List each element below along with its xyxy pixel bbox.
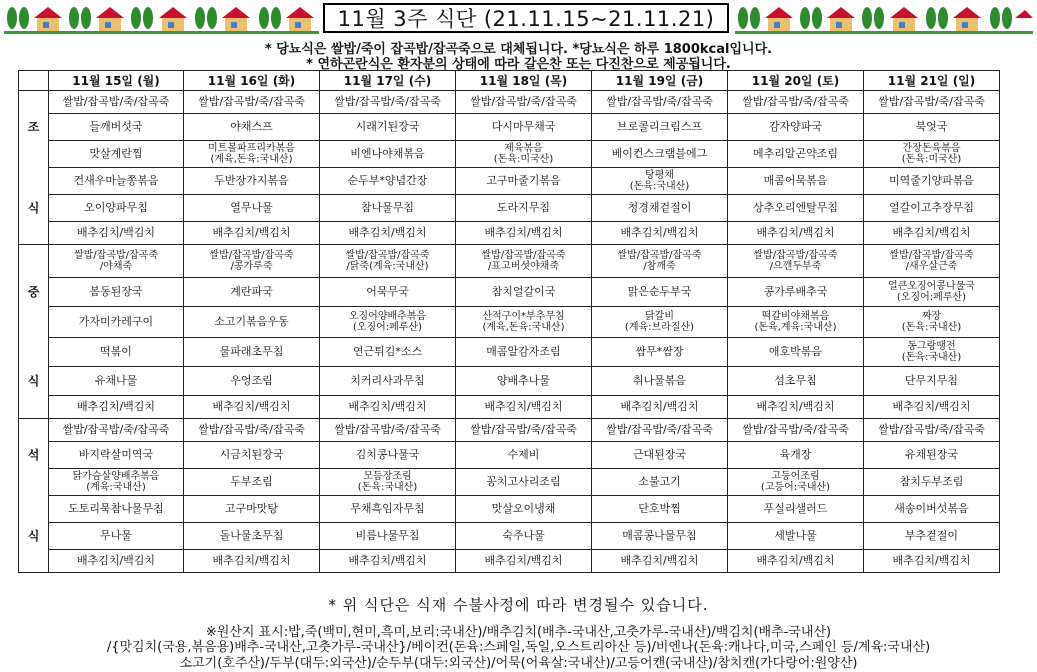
meal-row [19, 442, 1000, 469]
meal-row [19, 278, 1000, 307]
menu-cell: 쌀밥/잡곡밥/잡곡죽 /새우살근죽 [864, 245, 1000, 278]
meal-row [19, 396, 1000, 419]
menu-cell: 고구마줄기볶음 [456, 168, 592, 195]
menu-cell: 상추오리엔탈무침 [728, 195, 864, 222]
menu-cell: 감자양파국 [728, 114, 864, 141]
page-title: 11월 3주 식단 (21.11.15~21.11.21) [323, 3, 729, 33]
menu-cell: 어묵무국 [320, 278, 456, 307]
menu-cell: 배추김치/백김치 [320, 550, 456, 573]
menu-cell: 쌀밥/잡곡밥/죽/잡곡죽 [49, 91, 184, 114]
meal-row [19, 419, 1000, 442]
meal-row [19, 338, 1000, 367]
menu-cell: 쌀밥/잡곡밥/죽/잡곡죽 [592, 419, 728, 442]
menu-cell: 소고기볶음우동 [184, 307, 320, 338]
day-header: 11월 17일 (수) [320, 71, 456, 91]
menu-cell: 쌀밥/잡곡밥/죽/잡곡죽 [592, 91, 728, 114]
menu-cell: 배추김치/백김치 [864, 396, 1000, 419]
menu-cell: 배추김치/백김치 [49, 222, 184, 245]
menu-cell: 숙주나물 [456, 523, 592, 550]
meal-label-spacer [19, 469, 49, 496]
menu-cell: 무채흑임자무침 [320, 496, 456, 523]
menu-cell: 배추김치/백김치 [864, 222, 1000, 245]
menu-cell: 유채된장국 [864, 442, 1000, 469]
menu-cell: 봄동된장국 [49, 278, 184, 307]
menu-cell: 단호박찜 [592, 496, 728, 523]
menu-cell: 떡볶이 [49, 338, 184, 367]
menu-cell: 배추김치/백김치 [592, 396, 728, 419]
dysphagia-note: * 연하곤란식은 환자분의 상태에 따라 갈은찬 또는 다진찬으로 제공됩니다. [306, 57, 731, 72]
menu-cell: 도라지무침 [456, 195, 592, 222]
menu-cell: 배추김치/백김치 [184, 222, 320, 245]
menu-cell: 모듬장조림 (돈육:국내산) [320, 469, 456, 496]
meal-label: 조 [19, 114, 49, 141]
meal-label-spacer [19, 168, 49, 195]
menu-cell: 고구마맛탕 [184, 496, 320, 523]
meal-row [19, 195, 1000, 222]
change-notice: * 위 식단은 식재 수불사정에 따라 변경될수 있습니다. [328, 596, 709, 614]
menu-cell: 수제비 [456, 442, 592, 469]
menu-cell: 쌀밥/잡곡밥/잡곡죽 /으깬두부죽 [728, 245, 864, 278]
meal-label: 식 [19, 367, 49, 396]
menu-cell: 건새우마늘쫑볶음 [49, 168, 184, 195]
menu-cell: 쌀밥/잡곡밥/죽/잡곡죽 [320, 91, 456, 114]
meal-row [19, 523, 1000, 550]
menu-cell: 시금치된장국 [184, 442, 320, 469]
origin-line: 소고기(호주산)/두부(대두:외국산)/순두부(대두:외국산)/어묵(어육살:국내산)/고등어캔(국내산)/참치캔(가다랑어:원양산) [179, 656, 858, 671]
menu-cell: 애호박볶음 [728, 338, 864, 367]
menu-cell: 근대된장국 [592, 442, 728, 469]
menu-cell: 참치얼갈이국 [456, 278, 592, 307]
menu-cell: 순두부*양념간장 [320, 168, 456, 195]
menu-cell: 닭갈비 (계육:브라질산) [592, 307, 728, 338]
meal-label-spacer [19, 550, 49, 573]
village-decoration-right [735, 4, 1033, 34]
menu-cell: 닭가슴살양배추볶음 (계육:국내산) [49, 469, 184, 496]
menu-cell: 비엔나야채볶음 [320, 141, 456, 168]
menu-cell: 새송이버섯볶음 [864, 496, 1000, 523]
menu-cell: 시래기된장국 [320, 114, 456, 141]
menu-cell: 배추김치/백김치 [592, 550, 728, 573]
menu-cell: 물파래초무침 [184, 338, 320, 367]
menu-cell: 쌀밥/잡곡밥/잡곡죽 /참깨죽 [592, 245, 728, 278]
meal-row [19, 496, 1000, 523]
corner-cell [19, 71, 49, 91]
menu-cell: 산적구이*부추무침 (계육,돈육:국내산) [456, 307, 592, 338]
menu-cell: 쌀밥/잡곡밥/잡곡죽 /표고버섯야채죽 [456, 245, 592, 278]
meal-row [19, 245, 1000, 278]
menu-cell: 메추리알곤약조림 [728, 141, 864, 168]
menu-cell: 쌀밥/잡곡밥/죽/잡곡죽 [728, 91, 864, 114]
menu-cell: 다시마무채국 [456, 114, 592, 141]
menu-cell: 쌈무*쌈장 [592, 338, 728, 367]
menu-cell: 연근튀김*소스 [320, 338, 456, 367]
menu-cell: 취나물볶음 [592, 367, 728, 396]
meal-row [19, 222, 1000, 245]
meal-row [19, 141, 1000, 168]
menu-cell: 김치콩나물국 [320, 442, 456, 469]
day-header: 11월 15일 (월) [49, 71, 184, 91]
diabetic-note: * 당뇨식은 쌀밥/죽이 잡곡밥/잡곡죽으로 대체됩니다. *당뇨식은 하루 1800kcal입니다. [264, 42, 773, 57]
menu-cell: 쌀밥/잡곡밥/잡곡죽 /야채죽 [49, 245, 184, 278]
menu-cell: 배추김치/백김치 [184, 396, 320, 419]
origin-line: /{맛김치(국용,볶음용)배추-국내산,고춧가루-국내산}/베이컨(돈육:스페일,독일,오스트리아산 등)/비엔나(돈육:캐나다,미국,스페인 등/계육:국내산) [106, 640, 931, 655]
menu-cell: 배추김치/백김치 [320, 396, 456, 419]
meal-label: 식 [19, 523, 49, 550]
menu-cell: 맑은순두부국 [592, 278, 728, 307]
menu-cell: 브로콜리크림스프 [592, 114, 728, 141]
menu-cell: 배추김치/백김치 [456, 222, 592, 245]
meal-label-spacer [19, 307, 49, 338]
menu-cell: 얼갈이고추장무침 [864, 195, 1000, 222]
menu-cell: 오징어양배추볶음 (오징어:페루산) [320, 307, 456, 338]
menu-cell: 소불고기 [592, 469, 728, 496]
menu-cell: 배추김치/백김치 [728, 396, 864, 419]
menu-cell: 쌀밥/잡곡밥/죽/잡곡죽 [728, 419, 864, 442]
houses-trees-icon [4, 4, 319, 34]
menu-cell: 비름나물무침 [320, 523, 456, 550]
menu-cell: 치커리사과무침 [320, 367, 456, 396]
menu-cell: 바지락살미역국 [49, 442, 184, 469]
menu-cell: 부추겉절이 [864, 523, 1000, 550]
menu-cell: 쌀밥/잡곡밥/죽/잡곡죽 [864, 91, 1000, 114]
village-decoration-left [4, 4, 319, 34]
meal-row [19, 168, 1000, 195]
menu-cell: 오이양파무침 [49, 195, 184, 222]
menu-cell: 배추김치/백김치 [456, 396, 592, 419]
menu-cell: 콩가루배추국 [728, 278, 864, 307]
menu-cell: 열무나물 [184, 195, 320, 222]
meal-label-spacer [19, 419, 49, 442]
menu-cell: 푸실리샐러드 [728, 496, 864, 523]
meal-row [19, 307, 1000, 338]
meal-label-spacer [19, 222, 49, 245]
menu-cell: 쌀밥/잡곡밥/죽/잡곡죽 [49, 419, 184, 442]
menu-cell: 맛살계란찜 [49, 141, 184, 168]
menu-cell: 짜장 (돈육:국내산) [864, 307, 1000, 338]
menu-cell: 배추김치/백김치 [49, 396, 184, 419]
meal-row [19, 91, 1000, 114]
menu-cell: 가자미카레구이 [49, 307, 184, 338]
menu-cell: 참치두부조림 [864, 469, 1000, 496]
menu-cell: 들깨버섯국 [49, 114, 184, 141]
menu-cell: 동그랑땡전 (돈육:국내산) [864, 338, 1000, 367]
day-header: 11월 21일 (일) [864, 71, 1000, 91]
meal-row [19, 550, 1000, 573]
day-header-row [19, 71, 1000, 91]
menu-cell: 두반장가지볶음 [184, 168, 320, 195]
menu-cell: 간장돈육볶음 (돈육:미국산) [864, 141, 1000, 168]
menu-cell: 쌀밥/잡곡밥/잡곡죽 /콩가루죽 [184, 245, 320, 278]
meal-row [19, 114, 1000, 141]
menu-cell: 얼큰오징어콩나물국 (오징어:페루산) [864, 278, 1000, 307]
menu-cell: 떡갈비야채볶음 (돈육,계육:국내산) [728, 307, 864, 338]
meal-label-spacer [19, 245, 49, 278]
menu-cell: 우엉조림 [184, 367, 320, 396]
menu-cell: 쌀밥/잡곡밥/죽/잡곡죽 [864, 419, 1000, 442]
meal-label-spacer [19, 338, 49, 367]
meal-label: 석 [19, 442, 49, 469]
menu-cell: 청경채겉절이 [592, 195, 728, 222]
menu-cell: 미트볼파프리카볶음 (계육,돈육:국내산) [184, 141, 320, 168]
menu-cell: 배추김치/백김치 [320, 222, 456, 245]
menu-cell: 돌나물초무침 [184, 523, 320, 550]
menu-cell: 배추김치/백김치 [592, 222, 728, 245]
menu-cell: 배추김치/백김치 [728, 550, 864, 573]
menu-cell: 배추김치/백김치 [184, 550, 320, 573]
menu-cell: 쌀밥/잡곡밥/죽/잡곡죽 [456, 419, 592, 442]
menu-cell: 섬초무침 [728, 367, 864, 396]
menu-cell: 매콤어묵볶음 [728, 168, 864, 195]
menu-cell: 배추김치/백김치 [456, 550, 592, 573]
menu-cell: 배추김치/백김치 [728, 222, 864, 245]
menu-cell: 쌀밥/잡곡밥/죽/잡곡죽 [320, 419, 456, 442]
day-header: 11월 20일 (토) [728, 71, 864, 91]
houses-trees-icon [735, 4, 1033, 34]
weekly-menu-table [18, 70, 1000, 573]
meal-label-spacer [19, 496, 49, 523]
menu-cell: 베이컨스크램블에그 [592, 141, 728, 168]
menu-cell: 세발나물 [728, 523, 864, 550]
meal-label-spacer [19, 141, 49, 168]
origin-line: ※원산지 표시:밥,죽(백미,현미,흑미,보리:국내산)/배추김치(배추-국내산,고춧가루-국내산)/백김치(배추-국내산) [205, 625, 832, 640]
meal-label: 중 [19, 278, 49, 307]
menu-cell: 유채나물 [49, 367, 184, 396]
day-header: 11월 16일 (화) [184, 71, 320, 91]
day-header: 11월 19일 (금) [592, 71, 728, 91]
menu-cell: 육개장 [728, 442, 864, 469]
menu-cell: 맛살오이냉채 [456, 496, 592, 523]
meal-label-spacer [19, 396, 49, 419]
menu-cell: 매콤알감자조림 [456, 338, 592, 367]
menu-cell: 쌀밥/잡곡밥/잡곡죽 /닭죽(계육:국내산) [320, 245, 456, 278]
menu-cell: 쌀밥/잡곡밥/죽/잡곡죽 [184, 419, 320, 442]
menu-cell: 참나물무침 [320, 195, 456, 222]
menu-cell: 탕평채 (돈육:국내산) [592, 168, 728, 195]
menu-cell: 도토리묵참나물무침 [49, 496, 184, 523]
menu-cell: 두부조림 [184, 469, 320, 496]
meal-label: 식 [19, 195, 49, 222]
menu-cell: 고등어조림 (고등어:국내산) [728, 469, 864, 496]
meal-row [19, 367, 1000, 396]
header-banner [0, 0, 1037, 38]
menu-cell: 쌀밥/잡곡밥/죽/잡곡죽 [456, 91, 592, 114]
menu-body [19, 91, 1000, 573]
menu-cell: 배추김치/백김치 [864, 550, 1000, 573]
menu-cell: 무나물 [49, 523, 184, 550]
meal-row [19, 469, 1000, 496]
menu-cell: 야채스프 [184, 114, 320, 141]
menu-cell: 꽁치고사리조림 [456, 469, 592, 496]
meal-label-spacer [19, 91, 49, 114]
menu-cell: 미역줄기양파볶음 [864, 168, 1000, 195]
menu-cell: 매콤콩나물무침 [592, 523, 728, 550]
menu-cell: 계란파국 [184, 278, 320, 307]
menu-cell: 북엇국 [864, 114, 1000, 141]
menu-cell: 배추김치/백김치 [49, 550, 184, 573]
day-header: 11월 18일 (목) [456, 71, 592, 91]
menu-cell: 쌀밥/잡곡밥/죽/잡곡죽 [184, 91, 320, 114]
menu-cell: 단무지무침 [864, 367, 1000, 396]
menu-cell: 제육볶음 (돈육:미국산) [456, 141, 592, 168]
menu-cell: 양배추나물 [456, 367, 592, 396]
